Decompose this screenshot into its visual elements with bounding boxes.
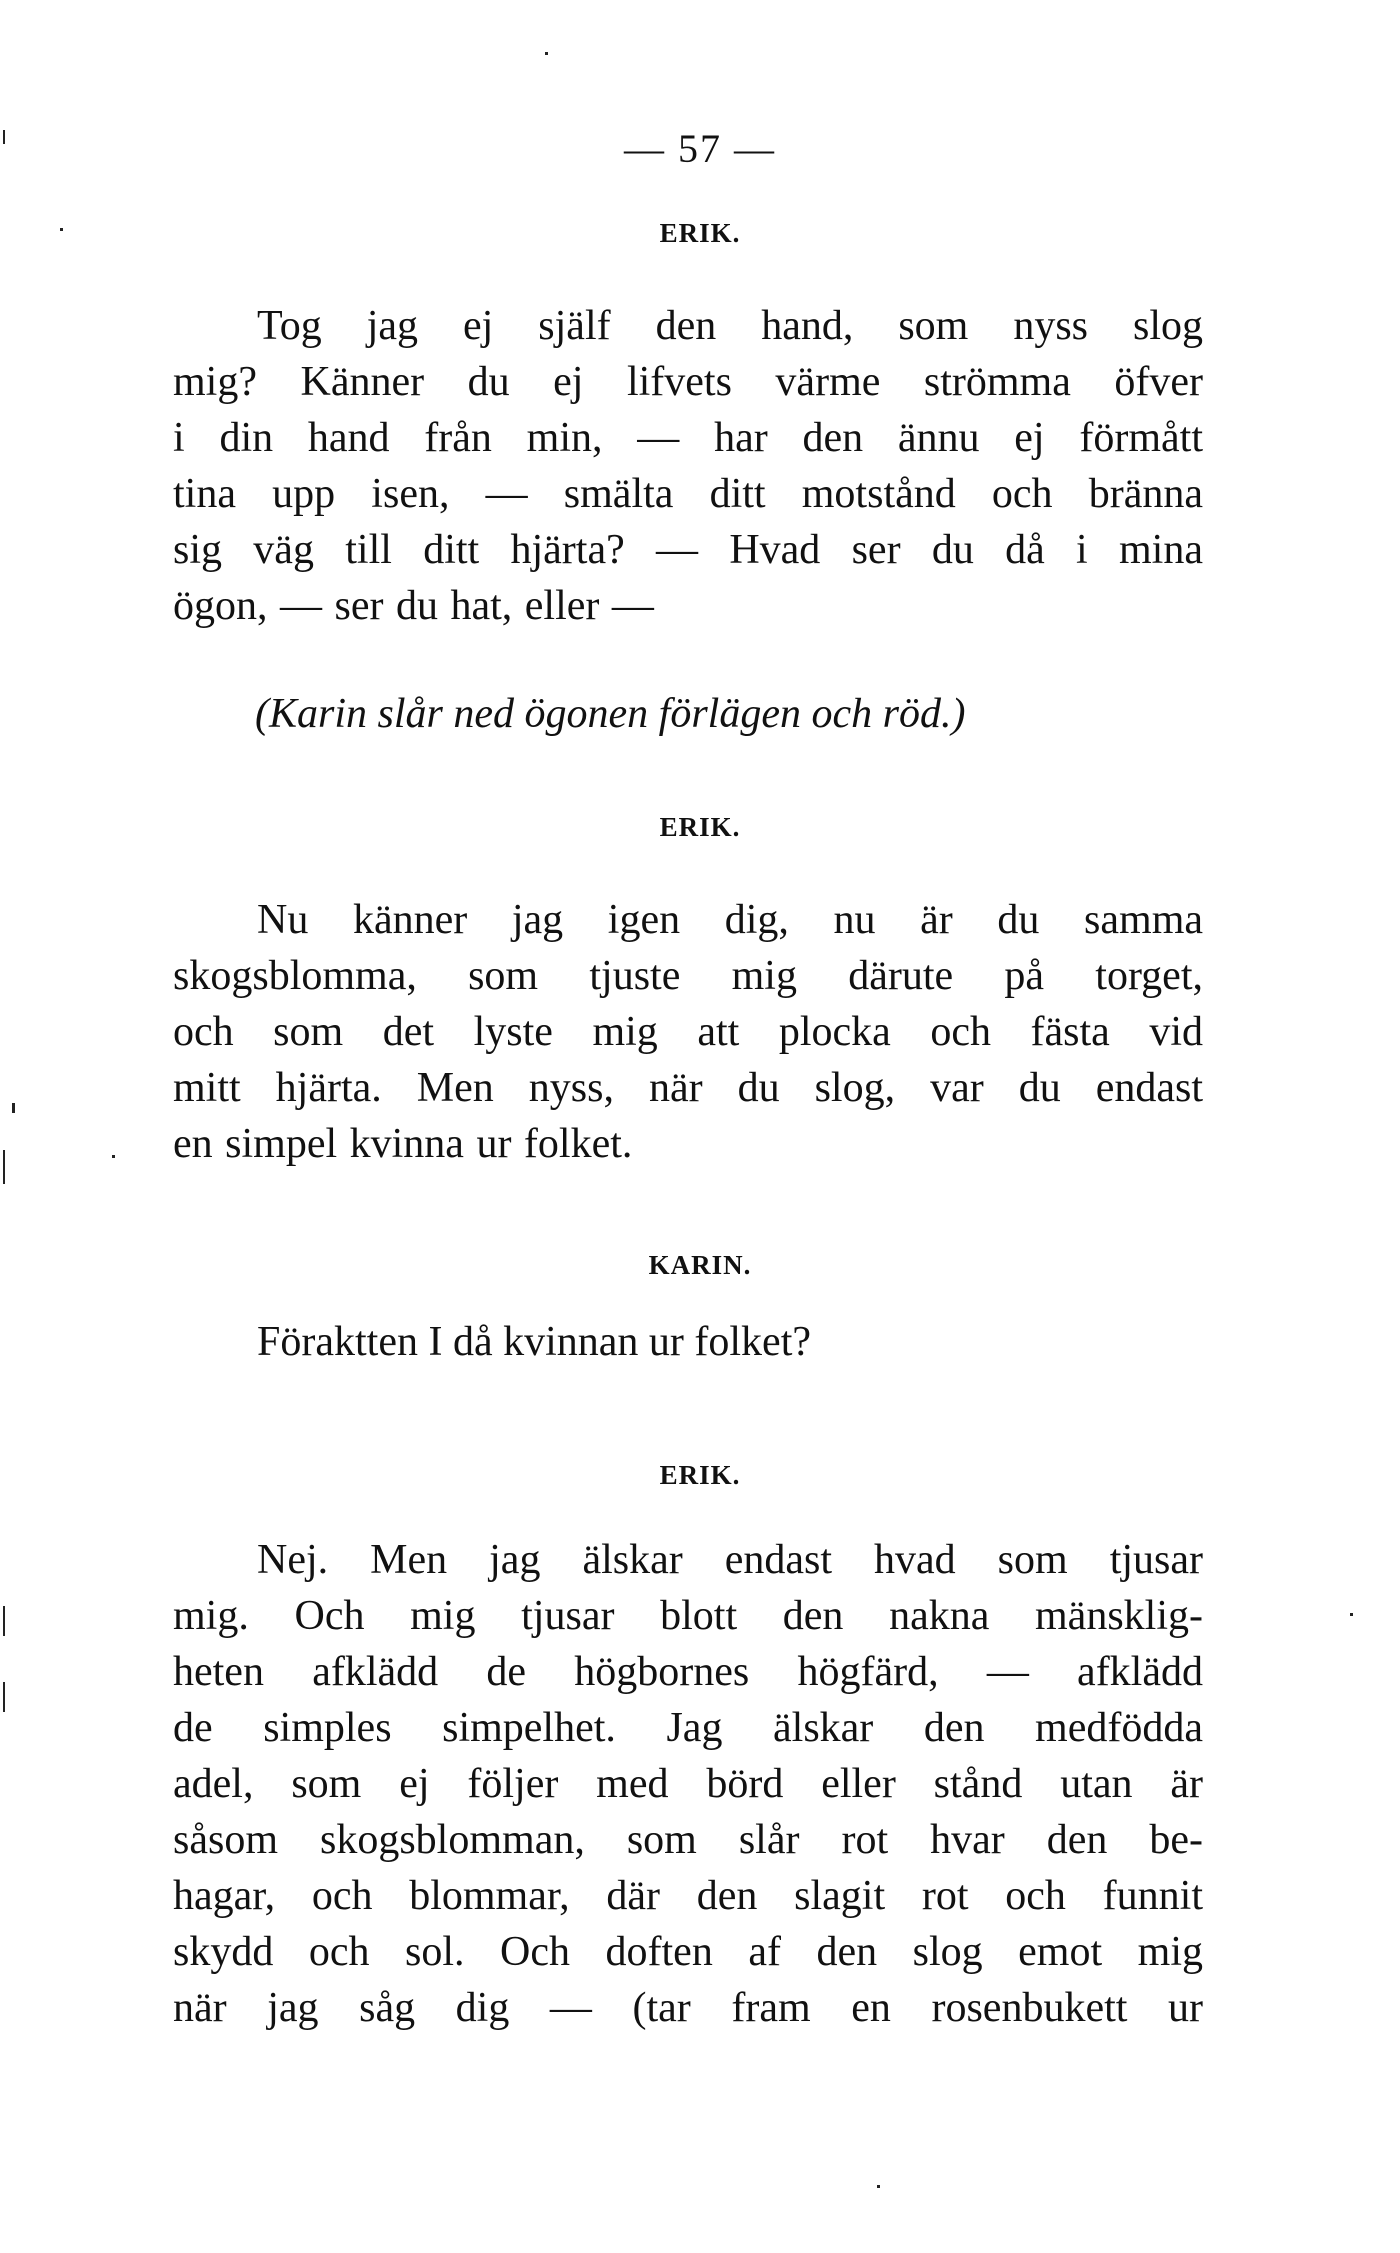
scan-speck [3, 1606, 5, 1636]
speaker-label-erik-3: ERIK. [659, 1460, 741, 1490]
dialogue-paragraph-2 [173, 892, 1203, 1172]
speaker-label-erik-2: ERIK. [659, 812, 741, 842]
text-line: Nu känner jag igen dig, nu är du samma [257, 897, 1203, 943]
text-line: skogsblomma, som tjuste mig därute på torget, [173, 953, 1203, 999]
text-line: mig. Och mig tjusar blott den nakna mänsklig- [173, 1593, 1203, 1639]
scan-speck [60, 228, 63, 231]
scan-speck [112, 1155, 115, 1158]
scan-speck [3, 130, 5, 144]
text-line: i din hand från min, — har den ännu ej förmått [173, 415, 1203, 461]
text-line: Nej. Men jag älskar endast hvad som tjusar [257, 1537, 1203, 1583]
text-line: mitt hjärta. Men nyss, när du slog, var du endast [173, 1065, 1203, 1111]
speaker-label-karin: KARIN. [648, 1250, 752, 1280]
scan-speck [3, 1150, 5, 1184]
text-line: när jag såg dig — (tar fram en rosenbukett ur [173, 1985, 1203, 2031]
scan-speck [545, 52, 548, 55]
text-line: och som det lyste mig att plocka och fästa vid [173, 1009, 1203, 1055]
speaker-label-erik-1: ERIK. [659, 218, 741, 248]
dialogue-paragraph-3: Föraktten I då kvinnan ur folket? [257, 1319, 811, 1365]
stage-direction: (Karin slår ned ögonen förlägen och röd.) [255, 691, 966, 737]
text-line: hagar, och blommar, där den slagit rot och funnit [173, 1873, 1203, 1919]
scan-speck [877, 2185, 880, 2188]
text-line: mig? Känner du ej lifvets värme strömma öfver [173, 359, 1203, 405]
page-number: — 57 — [624, 126, 776, 171]
dialogue-paragraph-4 [173, 1532, 1203, 2036]
scan-speck [3, 1682, 5, 1712]
text-line: adel, som ej följer med börd eller stånd utan är [173, 1761, 1203, 1807]
dialogue-paragraph-1 [173, 298, 1203, 634]
text-line: sig väg till ditt hjärta? — Hvad ser du då i mina [173, 527, 1203, 573]
text-line: såsom skogsblomman, som slår rot hvar den be- [173, 1817, 1203, 1863]
text-line: de simples simpelhet. Jag älskar den medfödda [173, 1705, 1203, 1751]
text-line: skydd och sol. Och doften af den slog emot mig [173, 1929, 1203, 1975]
text-line: tina upp isen, — smälta ditt motstånd och bränna [173, 471, 1203, 517]
text-line: Tog jag ej själf den hand, som nyss slog [257, 303, 1203, 349]
text-line: heten afklädd de högbornes högfärd, — afklädd [173, 1649, 1203, 1695]
scan-speck [1350, 1613, 1353, 1616]
text-line: en simpel kvinna ur folket. [173, 1121, 633, 1167]
scan-speck [12, 1103, 15, 1113]
text-line: ögon, — ser du hat, eller — [173, 583, 654, 629]
